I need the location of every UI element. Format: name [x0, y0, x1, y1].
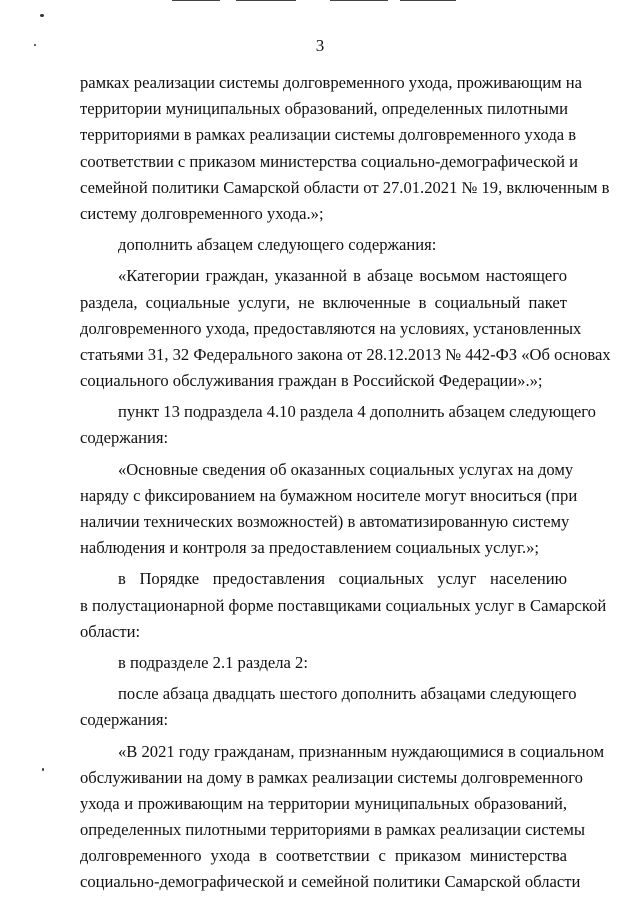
text-line: территориями в рамках реализации системы долговременного ухода в [80, 125, 577, 145]
page-number: 3 [315, 36, 325, 55]
text-line: социально-демографической и семейной политики Самарской области [80, 872, 581, 892]
scan-mark [400, 0, 456, 1]
scan-mark [236, 0, 296, 1]
text-line: «Категории граждан, указанной в абзаце восьмом настоящего [118, 266, 567, 286]
text-line: долговременного ухода, предоставляются на условиях, установленных [80, 318, 582, 338]
text-line: долговременного ухода в соответствии с приказом министерства [80, 846, 567, 866]
text-line: систему долговременного ухода.»; [80, 203, 324, 223]
paragraph [80, 263, 611, 394]
text-line: наличии технических возможностей) в автоматизированную систему [80, 512, 570, 531]
scan-mark [330, 0, 388, 1]
paragraph [80, 70, 610, 227]
paragraph [80, 232, 567, 258]
text-line: области: [80, 621, 141, 641]
text-line: в подразделе 2.1 раздела 2: [118, 652, 308, 672]
text-line: раздела, социальные услуги, не включенные в социальный пакет [80, 292, 567, 312]
text-line: «Основные сведения об оказанных социальных услугах на дому [118, 459, 574, 479]
text-line: в полустационарной форме поставщиками социальных услуг в Самарской [80, 595, 607, 615]
paragraph [80, 566, 607, 645]
text-line: наблюдения и контроля за предоставлением социальных услуг.»; [80, 538, 540, 558]
text-line: «В 2021 году гражданам, признанным нуждающимися в социальном [118, 741, 605, 761]
paragraph [80, 739, 605, 896]
paragraph [80, 399, 596, 451]
scan-speck [42, 768, 44, 771]
text-line: пункт 13 подраздела 4.10 раздела 4 дополнить абзацем следующего [118, 402, 596, 422]
text-line: обслуживании на дому в рамках реализации системы долговременного [80, 767, 583, 787]
text-line: содержания: [80, 428, 169, 448]
text-line: дополнить абзацем следующего содержания: [118, 235, 437, 255]
paragraph [80, 650, 567, 676]
text-line: в Порядке предоставления социальных услуг населению [118, 569, 567, 589]
text-line: содержания: [80, 710, 169, 730]
text-line: наряду с фиксированием на бумажном носителе могут вноситься (при [80, 485, 578, 505]
text-line: соответствии с приказом министерства социально-демографической и [80, 151, 579, 171]
text-line: статьями 31, 32 Федерального закона от 28.12.2013 № 442-ФЗ «Об основах [80, 344, 611, 364]
text-line: после абзаца двадцать шестого дополнить абзацами следующего [118, 684, 577, 704]
text-line: определенных пилотными территориями в рамках реализации системы [80, 820, 586, 840]
text-line: территории муниципальных образований, определенных пилотными [80, 99, 568, 119]
scan-speck [40, 14, 44, 17]
document-body [80, 70, 611, 896]
paragraph [80, 457, 578, 562]
paragraph [80, 681, 577, 733]
scan-mark [172, 0, 220, 1]
text-line: рамках реализации системы долговременного ухода, проживающим на [80, 73, 583, 92]
text-line: социального обслуживания граждан в Российской Федерации».»; [80, 371, 543, 391]
text-line: ухода и проживающим на территории муниципальных образований, [80, 793, 567, 813]
text-line: семейной политики Самарской области от 27.01.2021 № 19, включенным в [80, 177, 610, 197]
